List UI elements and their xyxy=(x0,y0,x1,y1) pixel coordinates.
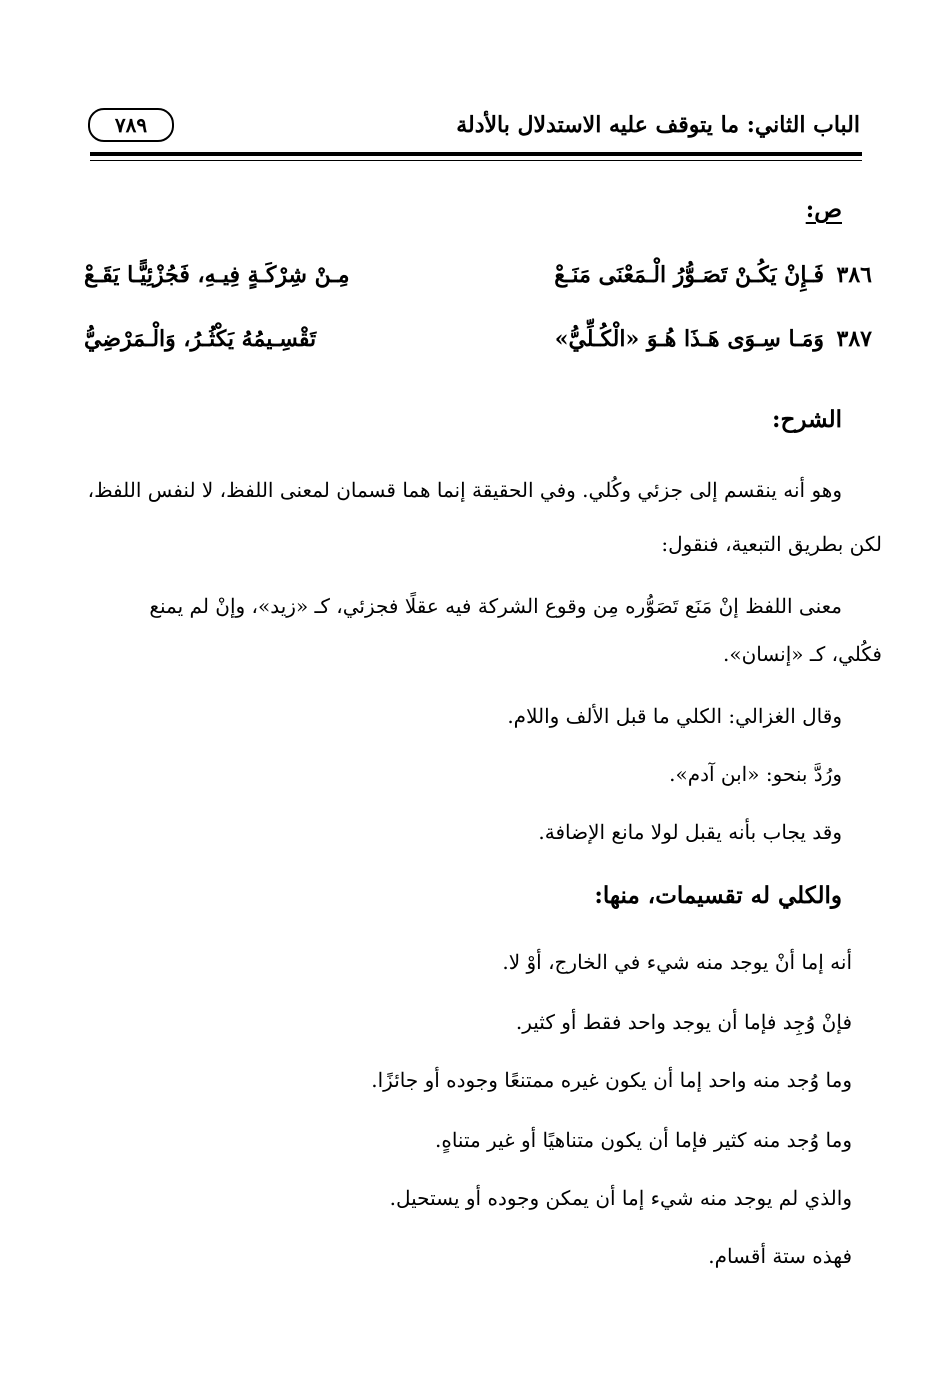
verse-387 xyxy=(60,326,872,360)
division-item: والذي لم يوجد منه شيء إما أن يمكن وجوده أو يستحيل. xyxy=(389,1186,852,1210)
verse-second-hemistich: تَقْسِـيمُهُ يَكْثُـرُ، وَالْـمَرْضِيُّ xyxy=(84,326,317,352)
header-rule xyxy=(90,152,862,156)
sad-heading-text: ص: xyxy=(805,196,842,223)
sharh-heading: الشرح: xyxy=(772,406,842,433)
verse-first-hemistich: وَمَـا سِـوَى هَـذَا هُـوَ «الْكُـلِّيُّ» xyxy=(554,326,824,352)
paragraph-1-line-2: لكن بطريق التبعية، فنقول: xyxy=(661,532,882,556)
running-header xyxy=(88,108,860,148)
page-number: ٧٨٩ xyxy=(88,108,174,142)
verse-386 xyxy=(60,262,872,296)
paragraph-2-line-1: معنى اللفظ إنْ مَنَع تَصَوُّره مِن وقوع الشركة فيه عقلًا فجزئي، كـ «زيد»، وإنْ لم يمنع xyxy=(149,594,842,618)
verse-first-hemistich: فَـإِنْ يَكُـنْ تَصَـوُّرُ الْـمَعْنَى مَنَـعْ xyxy=(554,262,824,288)
paragraph-2-line-2: فكُلي، كـ «إنسان». xyxy=(722,642,882,666)
divisions-heading: والكلي له تقسيمات، منها: xyxy=(594,882,842,909)
division-item: فإنْ وُجِد فإما أن يوجد واحد فقط أو كثير. xyxy=(515,1010,852,1034)
paragraph-4: ورُدَّ بنحو: «ابن آدم». xyxy=(669,762,842,786)
verse-number: ٣٨٧ xyxy=(836,326,872,352)
verse-number: ٣٨٦ xyxy=(836,262,872,288)
verse-second-hemistich: مِـنْ شِرْكَـةٍ فِيـهِ، فَجُزْئِيًّـا يَقَـعْ xyxy=(84,262,350,288)
division-item: فهذه ستة أقسام. xyxy=(708,1244,852,1268)
chapter-title: الباب الثاني: ما يتوقف عليه الاستدلال بالأدلة xyxy=(456,112,860,138)
division-item: أنه إما أنْ يوجد منه شيء في الخارج، أوْ لا. xyxy=(502,950,852,974)
header-rule-thin xyxy=(90,160,862,161)
paragraph-5: وقد يجاب بأنه يقبل لولا مانع الإضافة. xyxy=(538,820,842,844)
sad-heading xyxy=(742,196,842,223)
division-item: وما وُجد منه واحد إما أن يكون غيره ممتنعًا وجوده أو جائزًا. xyxy=(371,1068,852,1092)
paragraph-1-line-1: وهو أنه ينقسم إلى جزئي وكُلي. وفي الحقيقة إنما هما قسمان لمعنى اللفظ، لا لنفس اللفظ، xyxy=(87,478,842,502)
paragraph-3: وقال الغزالي: الكلي ما قبل الألف واللام. xyxy=(507,704,842,728)
division-item: وما وُجد منه كثير فإما أن يكون متناهيًا أو غير متناهٍ. xyxy=(434,1128,852,1152)
